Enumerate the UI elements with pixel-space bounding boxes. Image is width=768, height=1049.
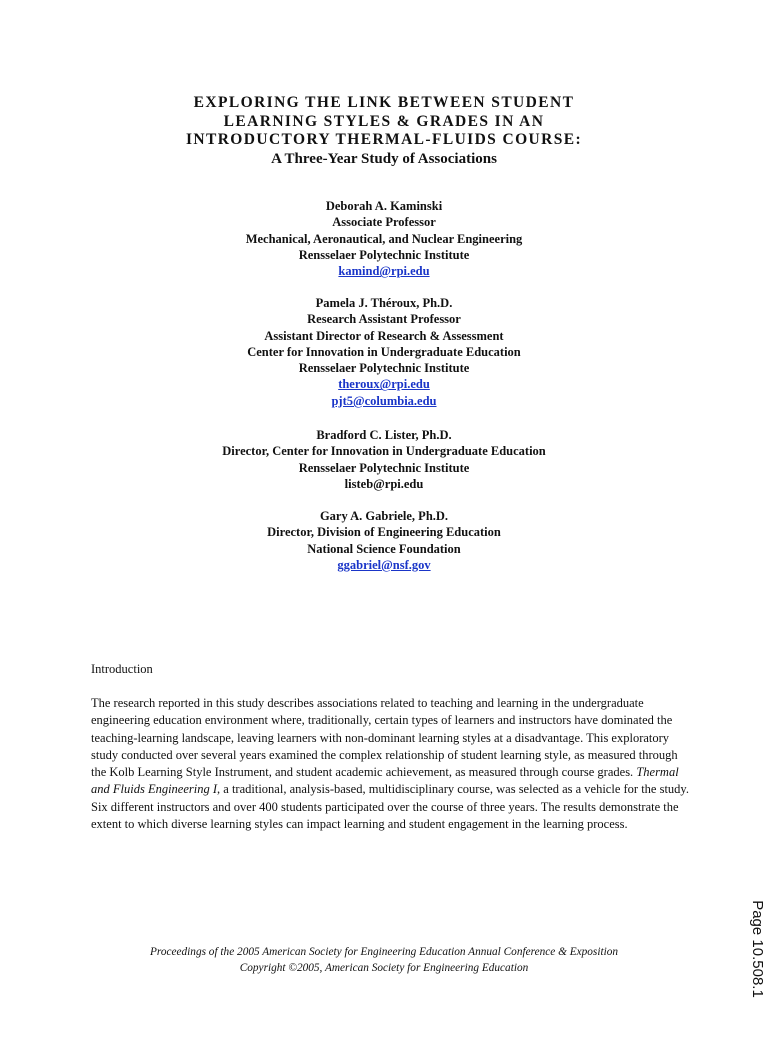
author-block-kaminski <box>84 198 684 279</box>
author-affiliation-line: Rensselaer Polytechnic Institute <box>298 247 470 262</box>
author-affiliation-line: Director, Center for Innovation in Undergraduate Education <box>222 444 546 459</box>
author-block-gabriele <box>84 508 684 573</box>
author-block-lister <box>84 427 684 492</box>
author-email-link[interactable]: kamind@rpi.edu <box>338 264 430 279</box>
footer-line-proceedings: Proceedings of the 2005 American Society for Engineering Education Annual Conference & Exposition <box>149 946 619 958</box>
title-line-2: LEARNING STYLES & GRADES IN AN <box>223 112 545 130</box>
section-heading-introduction: Introduction <box>91 662 153 676</box>
author-affiliation-line: Assistant Director of Research & Assessment <box>264 328 504 343</box>
proceedings-footer <box>84 945 684 976</box>
title-line-3: INTRODUCTORY THERMAL-FLUIDS COURSE: <box>185 131 583 148</box>
introduction-paragraph <box>91 695 691 833</box>
author-name: Gary A. Gabriele, Ph.D. <box>319 509 449 523</box>
author-email-link[interactable]: pjt5@columbia.edu <box>331 393 437 408</box>
page-number-label: Page 10.508.1 <box>749 900 766 998</box>
title-line-1: EXPLORING THE LINK BETWEEN STUDENT <box>193 94 575 111</box>
author-email-link[interactable]: ggabriel@nsf.gov <box>337 557 431 572</box>
intro-text-part-2: , a traditional, analysis-based, multidisciplinary course, was selected as a vehicle for the study. Six different instructors and over 400 students participated over the course of three years. The results demonstrate the extent to which diverse learning styles can impact learning and student engagement in the learning process. <box>91 782 689 832</box>
author-block-theroux <box>84 295 684 409</box>
author-email-text: listeb@rpi.edu <box>344 476 424 491</box>
course-name-italic: Thermal and Fluids Engineering I <box>91 765 679 797</box>
author-name: Pamela J. Théroux, Ph.D. <box>315 296 453 310</box>
author-affiliation-line: Director, Division of Engineering Education <box>267 525 501 540</box>
intro-text-part-1: The research reported in this study describes associations related to teaching and learning in the undergraduate engineering education environment where, traditionally, certain types of learners and instructors have dominated the teaching-learning landscape, leaving learners with non-dominant learning styles at a disadvantage. This exploratory study conducted over several years examined the complex relationship of student learning style, as measured through the Kolb Learning Style Instrument, and student academic achievement, as measured through course grades. <box>91 696 678 780</box>
author-affiliation-line: Mechanical, Aeronautical, and Nuclear Engineering <box>245 231 523 246</box>
paper-subtitle: A Three-Year Study of Associations <box>271 150 497 167</box>
author-email-link[interactable]: theroux@rpi.edu <box>338 377 430 392</box>
author-affiliation-line: Center for Innovation in Undergraduate Education <box>247 344 521 359</box>
author-affiliation-line: Rensselaer Polytechnic Institute <box>298 460 470 475</box>
author-affiliation-line: Rensselaer Polytechnic Institute <box>298 361 470 376</box>
author-affiliation-line: Research Assistant Professor <box>307 312 461 327</box>
author-affiliation-line: Associate Professor <box>332 215 436 230</box>
author-name: Bradford C. Lister, Ph.D. <box>316 428 452 442</box>
author-name: Deborah A. Kaminski <box>325 199 443 213</box>
footer-line-copyright: Copyright ©2005, American Society for Engineering Education <box>239 961 529 974</box>
author-affiliation-line: National Science Foundation <box>307 541 461 556</box>
paper-title <box>84 94 684 168</box>
